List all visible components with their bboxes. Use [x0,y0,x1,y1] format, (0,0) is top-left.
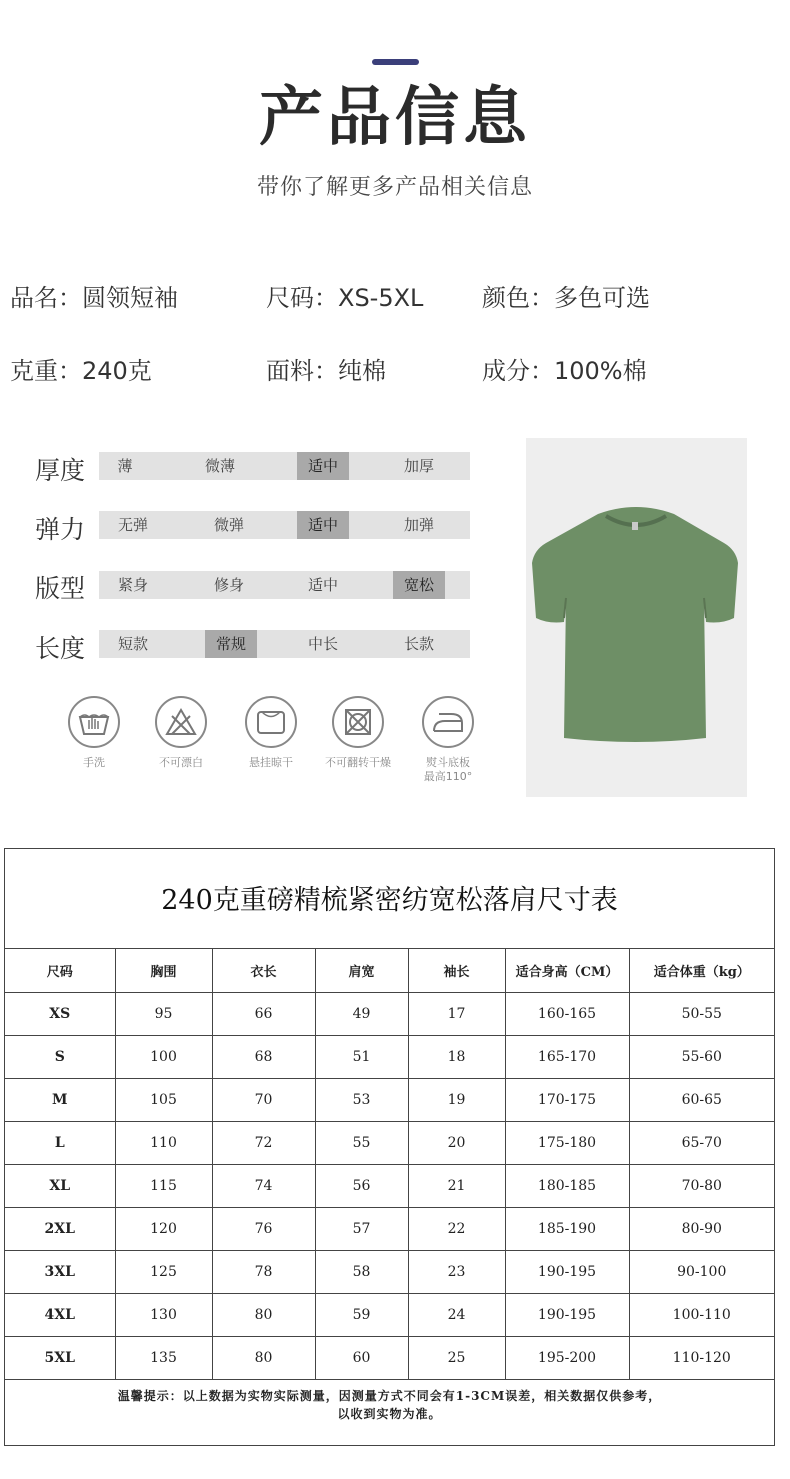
attribute-label: 厚度 [35,456,86,485]
table-cell: 55 [315,1121,408,1164]
care-label-line2: 最高110° [423,770,473,783]
table-cell: 135 [115,1336,212,1379]
table-cell: 125 [115,1250,212,1293]
care-label: 手洗 [83,756,105,769]
spec-size: 尺码：XS-5XL [266,284,424,312]
attribute-option: 薄 [117,457,133,475]
attribute-option-selected: 适中 [297,452,349,480]
table-cell: 60-65 [629,1078,774,1121]
table-cell: 19 [408,1078,505,1121]
table-cell: 110-120 [629,1336,774,1379]
size-chart-note [5,1387,774,1423]
table-cell: 53 [315,1078,408,1121]
table-cell: 50-55 [629,992,774,1035]
attribute-option-selected: 适中 [297,511,349,539]
note-line: 温馨提示：以上数据为实物实际测量，因测量方式不同会有1-3CM误差，相关数据仅供参考， [117,1389,662,1403]
attribute-option: 修身 [213,576,244,594]
table-cell: 55-60 [629,1035,774,1078]
table-cell: 49 [315,992,408,1035]
size-cell: S [5,1035,115,1078]
table-cell: 58 [315,1250,408,1293]
spec-fabric: 面料：纯棉 [266,357,386,385]
attribute-option: 加厚 [403,457,434,475]
table-cell: 165-170 [505,1035,629,1078]
table-cell: 60 [315,1336,408,1379]
table-cell: 120 [115,1207,212,1250]
attribute-label: 弹力 [35,515,86,544]
care-item [231,696,311,770]
attribute-scale [99,452,470,480]
attribute-label: 长度 [35,634,86,663]
hang-dry-icon [245,696,297,748]
tshirt-image [526,438,747,797]
size-cell: L [5,1121,115,1164]
table-row [5,1336,774,1379]
table-cell: 78 [212,1250,315,1293]
size-cell: 3XL [5,1250,115,1293]
table-row [5,1121,774,1164]
table-cell: 80 [212,1293,315,1336]
table-cell: 74 [212,1164,315,1207]
attribute-option: 紧身 [117,576,148,594]
attribute-scale [99,571,470,599]
table-cell: 95 [115,992,212,1035]
page-title: 产品信息 [259,81,531,155]
attribute-option-selected: 常规 [205,630,257,658]
care-item [54,696,134,770]
table-cell: 56 [315,1164,408,1207]
size-chart [4,848,775,1446]
table-cell: 160-165 [505,992,629,1035]
table-cell: 68 [212,1035,315,1078]
spec-color: 颜色：多色可选 [482,284,650,312]
attribute-option: 中长 [307,635,338,653]
table-row [5,1207,774,1250]
table-cell: 80-90 [629,1207,774,1250]
care-label: 不可漂白 [159,756,203,769]
table-cell: 20 [408,1121,505,1164]
attribute-option-selected: 宽松 [393,571,445,599]
table-cell: 115 [115,1164,212,1207]
table-cell: 110 [115,1121,212,1164]
table-cell: 105 [115,1078,212,1121]
care-label: 悬挂晾干 [249,756,293,769]
table-cell: 25 [408,1336,505,1379]
care-item [141,696,221,770]
table-cell: 185-190 [505,1207,629,1250]
product-photo [526,438,747,797]
attribute-option: 加弹 [403,516,434,534]
table-cell: 18 [408,1035,505,1078]
attribute-option: 微薄 [204,457,235,475]
table-cell: 24 [408,1293,505,1336]
spec-name: 品名：圆领短袖 [10,284,178,312]
table-cell: 70 [212,1078,315,1121]
size-cell: 5XL [5,1336,115,1379]
note-line: 以收到实物为准。 [337,1407,442,1421]
attribute-option: 无弹 [117,516,148,534]
table-cell: 23 [408,1250,505,1293]
size-cell: 4XL [5,1293,115,1336]
size-cell: M [5,1078,115,1121]
table-cell: 170-175 [505,1078,629,1121]
table-cell: 70-80 [629,1164,774,1207]
table-cell: 90-100 [629,1250,774,1293]
no-tumble-dry-icon [332,696,384,748]
spec-composition: 成分：100%棉 [482,357,647,385]
spec-weight: 克重：240克 [10,357,152,385]
table-header-row [5,949,774,992]
table-cell: 72 [212,1121,315,1164]
no-bleach-icon [155,696,207,748]
care-item [408,696,488,784]
size-cell: 2XL [5,1207,115,1250]
table-row [5,1164,774,1207]
accent-bar [372,59,419,65]
column-header: 尺码 [5,949,115,992]
column-header: 衣长 [212,949,315,992]
size-cell: XS [5,992,115,1035]
attribute-option: 长款 [403,635,434,653]
table-cell: 59 [315,1293,408,1336]
table-cell: 100 [115,1035,212,1078]
care-item [318,696,398,770]
table-row [5,1250,774,1293]
attribute-option: 适中 [307,576,338,594]
attribute-scale [99,630,470,658]
attribute-label: 版型 [35,574,86,603]
table-cell: 195-200 [505,1336,629,1379]
table-row [5,1078,774,1121]
size-cell: XL [5,1164,115,1207]
care-label [408,756,488,784]
hand-wash-icon [68,696,120,748]
column-header: 胸围 [115,949,212,992]
table-row [5,992,774,1035]
table-row [5,1293,774,1336]
iron-icon [422,696,474,748]
table-cell: 21 [408,1164,505,1207]
column-header: 袖长 [408,949,505,992]
table-cell: 100-110 [629,1293,774,1336]
table-cell: 130 [115,1293,212,1336]
attribute-option: 短款 [117,635,148,653]
table-cell: 175-180 [505,1121,629,1164]
table-row [5,1035,774,1078]
table-cell: 65-70 [629,1121,774,1164]
column-header: 适合体重（kg） [629,949,774,992]
table-cell: 190-195 [505,1293,629,1336]
table-cell: 57 [315,1207,408,1250]
care-label: 不可翻转干燥 [325,756,391,769]
table-cell: 76 [212,1207,315,1250]
table-cell: 51 [315,1035,408,1078]
care-label-line1: 熨斗底板 [426,756,470,769]
column-header: 肩宽 [315,949,408,992]
page-subtitle: 带你了解更多产品相关信息 [256,175,533,200]
table-cell: 180-185 [505,1164,629,1207]
attribute-scale [99,511,470,539]
table-cell: 66 [212,992,315,1035]
table-cell: 22 [408,1207,505,1250]
table-cell: 80 [212,1336,315,1379]
size-table [5,949,774,1380]
table-cell: 190-195 [505,1250,629,1293]
size-chart-title: 240克重磅精梳紧密纺宽松落肩尺寸表 [5,849,774,949]
attribute-option: 微弹 [213,516,244,534]
table-cell: 17 [408,992,505,1035]
column-header: 适合身高（CM） [505,949,629,992]
